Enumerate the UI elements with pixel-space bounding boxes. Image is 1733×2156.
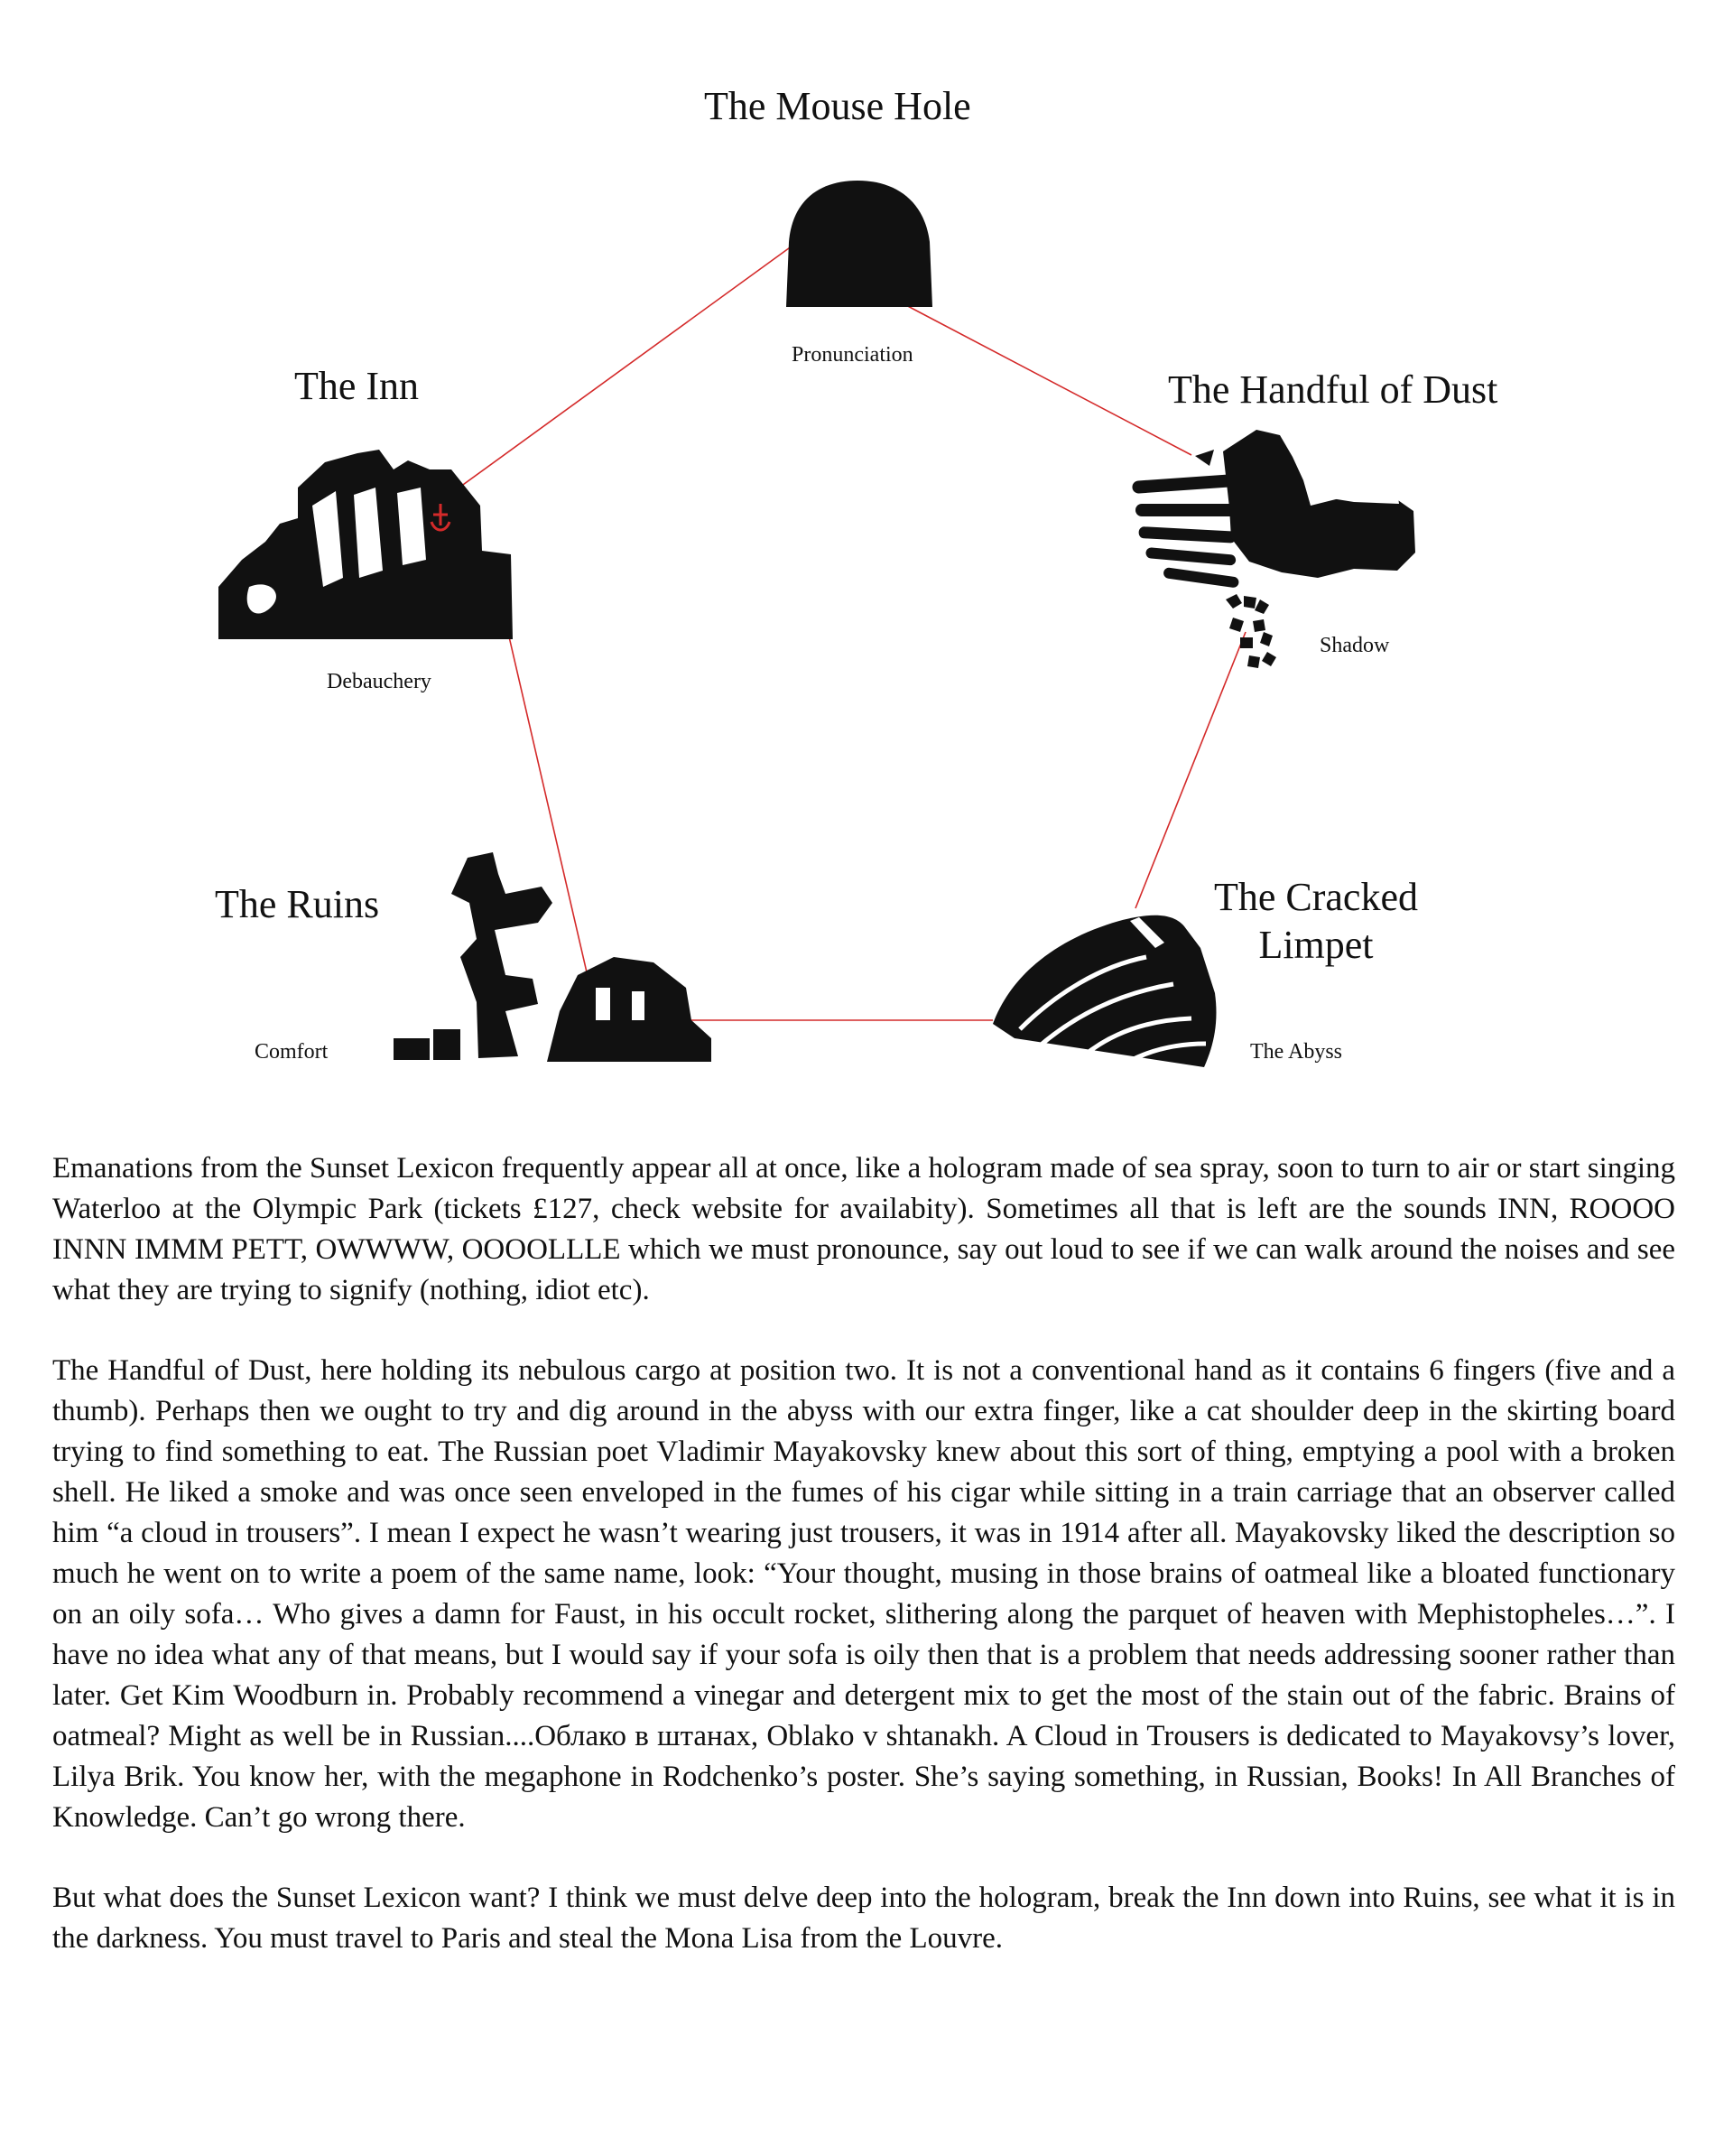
hand-holding-dust-icon [1132,430,1415,668]
node-title-mouse-hole: The Mouse Hole [704,84,971,128]
edge-dust-limpet [1135,632,1246,908]
node-title-handful-of-dust: The Handful of Dust [1168,367,1498,412]
cracked-limpet-shell-icon [993,915,1217,1067]
paragraph: Emanations from the Sunset Lexicon frequently appear all at once, like a hologram made of sea spray, soon to turn to air or start singing Waterloo at the Olympic Park (tickets £127, check website for availabity). Sometimes all that is left are the sounds INN, ROOOO INNN IMMM PETT, OWWWW, OOOOLLLE which we must pronounce, say out loud to see if we can walk around the noises and see what they are trying to signify (nothing, idiot etc). [52,1152,1675,1306]
node-label-the-abyss: The Abyss [1250,1040,1342,1064]
node-label-debauchery: Debauchery [327,670,431,693]
node-title-cracked-limpet: The Cracked Limpet [1214,875,1418,967]
node-label-pronunciation: Pronunciation [792,343,913,367]
node-label-shadow: Shadow [1320,634,1390,657]
ruined-building-icon [394,852,711,1062]
edge-ruins-inn [505,621,596,1011]
body-text [52,1148,1675,1999]
paragraph: The Handful of Dust, here holding its nebulous cargo at position two. It is not a conventional hand as it contains 6 fingers (five and a thumb). Perhaps then we ought to try and dig around in the abyss with our extra finger, like a cat shoulder deep in the skirting board trying to find something to eat. The Russian poet Vladimir Mayakovsky knew about this sort of thing, emptying a pool with a broken shell. He liked a smoke and was once seen enveloped in the fumes of his cigar while sitting in a train carriage that an observer called him “a cloud in trousers”. I mean I expect he wasn’t wearing just trousers, it was in 1914 after all. Mayakovsky liked the description so much he went on to write a poem of the same name, look: “Your thought, musing in those brains of oatmeal like a bloated functionary on an oily sofa… Who gives a damn for Faust, in his occult rocket, slithering along the parquet of heaven with Mephistopheles…”. I have no idea what any of that means, but I would say if your sofa is oily then that is a problem that needs addressing sooner rather than later. Get Kim Woodburn in. Probably recommend a vinegar and detergent mix to get the most of the stain out of the fabric. Brains of oatmeal? Might as well be in Russian....Облако в штанах, Oblako v shtanakh. A Cloud in Trousers is dedicated to Mayakovsy’s lover, Lilya Brik. You know her, with the megaphone in Rodchenko’s poster. She’s saying something, in Russian, Books! In All Branches of Knowledge. Can’t go wrong there. [52,1354,1675,1834]
inn-house-icon [218,450,513,639]
node-title-ruins: The Ruins [215,882,380,926]
node-label-comfort: Comfort [255,1040,329,1064]
arched-hole-icon [786,181,932,307]
edge-inn-mousehole [457,246,792,489]
node-title-inn: The Inn [294,364,420,408]
paragraph: But what does the Sunset Lexicon want? I think we must delve deep into the hologram, break the Inn down into Ruins, see what it is in the darkness. You must travel to Paris and steal the Mona Lisa from the Louvre. [52,1882,1675,1955]
